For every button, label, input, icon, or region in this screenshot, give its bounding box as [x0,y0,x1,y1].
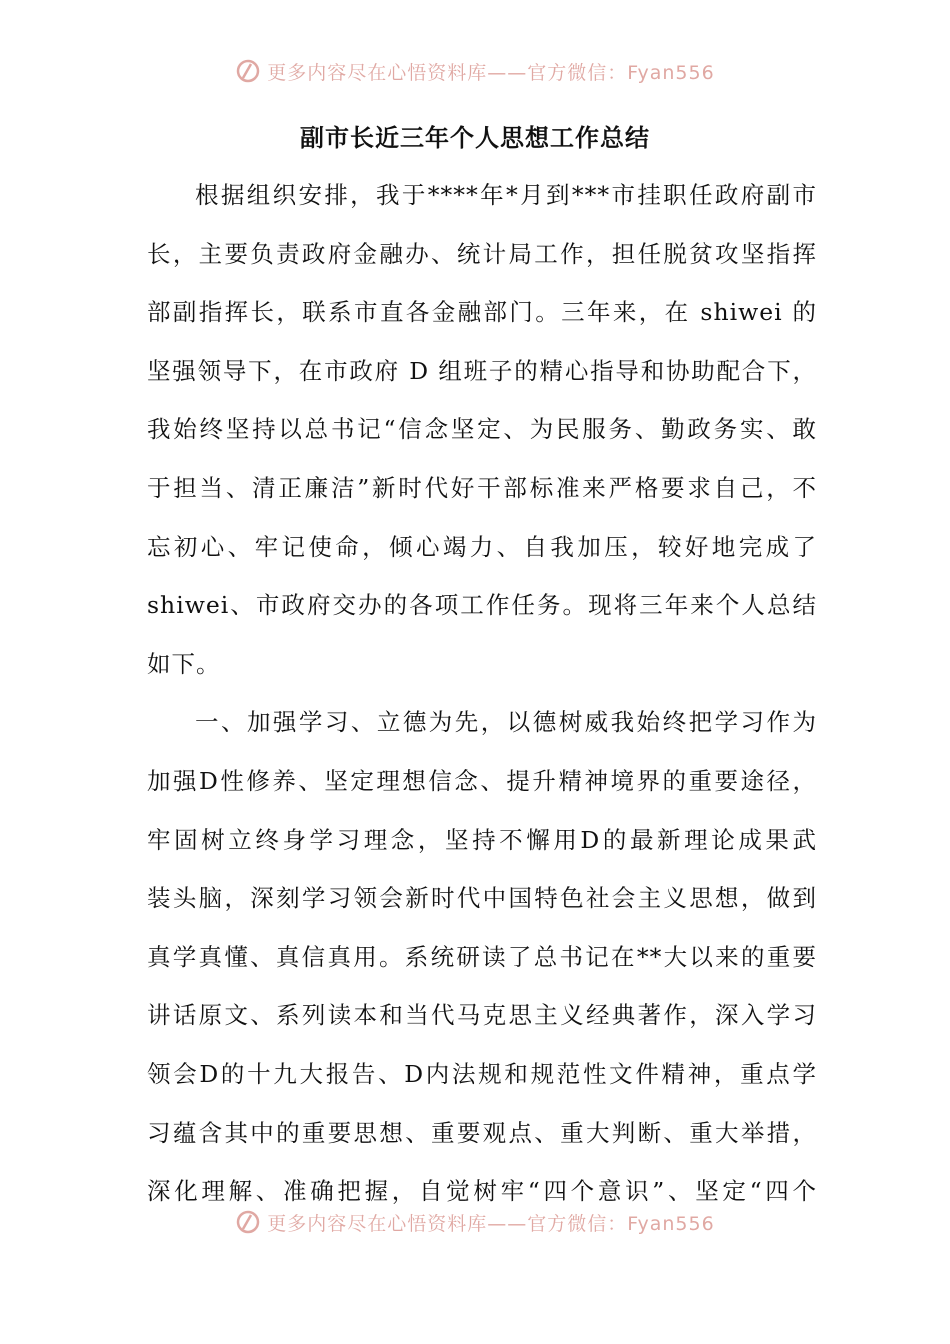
body-line: 牢固树立终身学习理念，坚持不懈用D的最新理论成果武 [147,825,817,854]
body-line: 讲话原文、系列读本和当代马克思主义经典著作，深入学习 [147,1001,817,1030]
body-line: 忘初心、牢记使命，倾心竭力、自我加压，较好地完成了 [147,532,817,561]
watermark-text: 更多内容尽在心悟资料库——官方微信：Fyan556 [267,61,715,84]
watermark-header [0,56,950,86]
body-line: 领会D的十九大报告、D内法规和规范性文件精神，重点学 [147,1059,817,1088]
document-title: 副市长近三年个人思想工作总结 [300,124,650,152]
body-line: 加强D性修养、坚定理想信念、提升精神境界的重要途径， [147,766,817,795]
section-heading-line: 一、加强学习、立德为先，以德树威我始终把学习作为 [195,708,817,737]
body-line: 部副指挥长，联系市直各金融部门。三年来，在 shiwei 的 [147,298,817,327]
brand-logo-icon [235,58,261,84]
body-line: 真学真懂、真信真用。系统研读了总书记在**大以来的重要 [147,942,817,971]
body-line: 根据组织安排，我于****年*月到***市挂职任政府副市 [195,181,817,209]
document-body [147,166,817,1221]
brand-logo-icon [235,1209,261,1235]
body-line: 我始终坚持以总书记“信念坚定、为民服务、勤政务实、敢 [147,415,817,444]
body-line: 深化理解、准确把握，自觉树牢“四个意识”、坚定“四个 [147,1177,817,1206]
body-line: shiwei、市政府交办的各项工作任务。现将三年来个人总结 [147,591,817,620]
watermark-text: 更多内容尽在心悟资料库——官方微信：Fyan556 [267,1212,715,1235]
body-line: 装头脑，深刻学习领会新时代中国特色社会主义思想，做到 [147,884,817,913]
body-line: 坚强领导下，在市政府 D 组班子的精心指导和协助配合下， [147,356,817,385]
body-line: 长，主要负责政府金融办、统计局工作，担任脱贫攻坚指挥 [147,239,817,268]
body-line: 于担当、清正廉洁”新时代好干部标准来严格要求自己，不 [147,473,817,502]
body-line: 如下。 [147,649,221,678]
body-line: 习蕴含其中的重要思想、重要观点、重大判断、重大举措， [147,1118,817,1147]
watermark-footer [0,1207,950,1237]
